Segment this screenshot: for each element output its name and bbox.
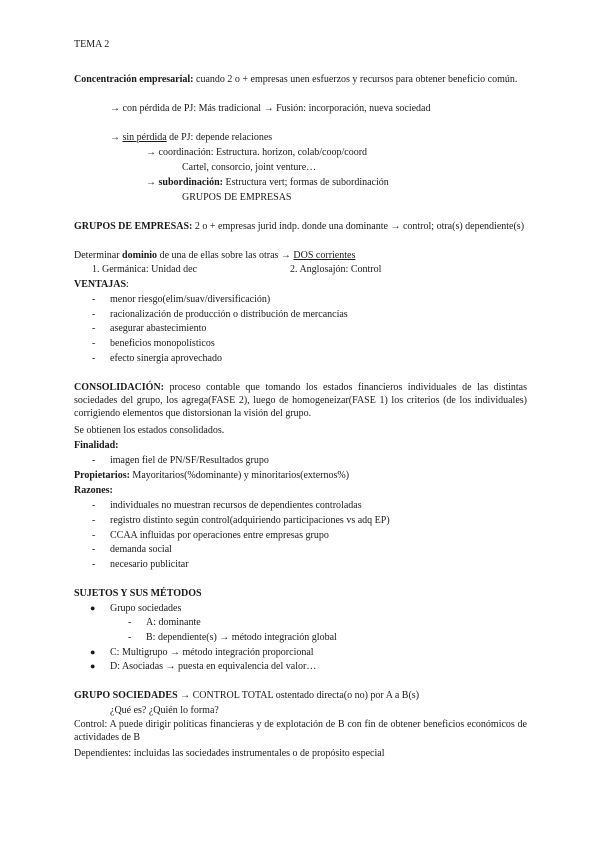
dependientes-line: Dependientes: incluidas las sociedades instrumentales o de propósito especial <box>74 748 385 759</box>
list-item: - menor riesgo(elim/suav/diversificación) <box>92 294 271 305</box>
grupo-sociedades-term: GRUPO SOCIEDADES <box>74 690 178 701</box>
propietarios-line <box>74 469 349 482</box>
sin-perdida-rest: de PJ: depende relaciones <box>166 132 273 143</box>
question-line: ¿Qué es? ¿Quién lo forma? <box>110 705 219 716</box>
concentracion-paragraph <box>74 73 527 86</box>
razon-text: necesario publicitar <box>110 559 189 570</box>
concentracion-term: Concentración empresarial: <box>74 74 194 85</box>
sin-perdida-term: sin pérdida <box>122 132 167 143</box>
ventaja-text: asegurar abastecimiento <box>110 323 207 334</box>
grupo-sociedades-rest: → CONTROL TOTAL ostentado directa(o no) por A a B(s) <box>177 690 420 701</box>
arrow-2: → <box>146 177 159 188</box>
grupo-sociedades-item: Grupo sociedades <box>110 603 182 614</box>
con-perdida-line: → con pérdida de PJ: Más tradicional → Fusión: incorporación, nueva sociedad <box>110 103 431 114</box>
subordinacion-rest: Estructura vert; formas de subordinación <box>222 177 389 188</box>
finalidad-heading <box>74 439 118 452</box>
grupo-sociedades-line <box>74 689 419 702</box>
sin-perdida-line <box>110 131 272 144</box>
razon-text: demanda social <box>110 544 172 555</box>
ventaja-text: racionalización de producción o distribución de mercancías <box>110 309 348 320</box>
finalidad-title: Finalidad: <box>74 440 119 451</box>
determinar-mid: de una de ellas sobre las otras → <box>157 250 294 261</box>
list-item: - imagen fiel de PN/SF/Resultados grupo <box>92 455 269 466</box>
coordinacion-line: → coordinación: Estructura. horizon, colab/coop/coord <box>146 147 368 158</box>
razon-text: CCAA influidas por operaciones entre empresas grupo <box>110 530 329 541</box>
propietarios-text: Mayoritarios(%dominante) y minoritarios(externos%) <box>129 470 350 481</box>
ventajas-heading <box>74 278 129 291</box>
document-title: TEMA 2 <box>74 39 110 50</box>
razon-text: individuales no muestran recursos de dependientes controladas <box>110 500 362 511</box>
bullet-icon: ● <box>90 603 96 613</box>
list-item <box>90 602 181 615</box>
list-item: - B: dependiente(s) → método integración global <box>128 632 337 643</box>
ventajas-colon: : <box>126 279 129 290</box>
list-item: - asegurar abastecimiento <box>92 323 207 334</box>
sujeto-b: B: dependiente(s) → método integración global <box>146 632 337 643</box>
corriente-anglosajona: 2. Anglosajón: Control <box>290 264 382 275</box>
list-item: - demanda social <box>92 544 172 555</box>
ventajas-title: VENTAJAS <box>74 279 127 290</box>
list-item <box>90 646 314 659</box>
grupos-definition: 2 o + empresas jurid indp. donde una dominante → control; otra(s) dependiente(s) <box>192 221 525 232</box>
list-item: - efecto sinergia aprovechado <box>92 353 222 364</box>
consolidacion-paragraph <box>74 381 527 420</box>
arrow-1: → <box>110 132 123 143</box>
sujeto-d: D: Asociadas → puesta en equivalencia del valor… <box>110 661 317 672</box>
sujeto-c: C: Multigrupo → método integración proporcional <box>110 647 314 658</box>
grupos-empresas-label: GRUPOS DE EMPRESAS <box>182 192 292 203</box>
list-item: - racionalización de producción o distribución de mercancías <box>92 309 348 320</box>
bullet-icon: ● <box>90 647 96 657</box>
grupos-term: GRUPOS DE EMPRESAS: <box>74 221 193 232</box>
finalidad-text: imagen fiel de PN/SF/Resultados grupo <box>110 455 269 466</box>
ventaja-text: efecto sinergia aprovechado <box>110 353 222 364</box>
razones-heading <box>74 484 113 497</box>
list-item: - A: dominante <box>128 617 201 628</box>
sujetos-heading <box>74 587 202 600</box>
consolidacion-definition: proceso contable que tomando los estados financieros individuales de las distintas sociedades del grupo, los agrega(FASE 2), luego de homogeneizar(FASE 1) los criterios (de los individuales) corrigiendo elementos que distorsionan la visión del grupo. <box>74 382 527 419</box>
cartel-line: Cartel, consorcio, joint venture… <box>182 162 317 173</box>
list-item: - beneficios monopolísticos <box>92 338 215 349</box>
concentracion-definition: cuando 2 o + empresas unen esfuerzos y recursos para obtener beneficio común. <box>193 74 518 85</box>
propietarios-title: Propietarios: <box>74 470 130 481</box>
corriente-germanica: 1. Germánica: Unidad dec <box>92 264 197 275</box>
sujeto-a: A: dominante <box>146 617 201 628</box>
obtienen-line: Se obtienen los estados consolidados. <box>74 425 225 436</box>
list-item: - individuales no muestran recursos de dependientes controladas <box>92 500 362 511</box>
determinar-pre: Determinar <box>74 250 123 261</box>
list-item <box>90 660 316 673</box>
consolidacion-term: CONSOLIDACIÓN: <box>74 382 165 393</box>
list-item: - CCAA influidas por operaciones entre empresas grupo <box>92 530 329 541</box>
subordinacion-term: subordinación: <box>158 177 223 188</box>
razones-title: Razones: <box>74 485 113 496</box>
dominio-term: dominio <box>122 250 158 261</box>
determinar-line <box>74 249 355 262</box>
ventaja-text: menor riesgo(elim/suav/diversificación) <box>110 294 271 305</box>
ventaja-text: beneficios monopolísticos <box>110 338 215 349</box>
list-item: - necesario publicitar <box>92 559 189 570</box>
bullet-icon: ● <box>90 661 96 671</box>
subordinacion-line <box>146 176 389 189</box>
razon-text: registro distinto según control(adquiriendo participaciones vs adq EP) <box>110 515 390 526</box>
grupos-paragraph <box>74 220 527 233</box>
sujetos-title: SUJETOS Y SUS MÉTODOS <box>74 588 202 599</box>
dos-corrientes: DOS corrientes <box>293 250 356 261</box>
control-paragraph: Control: A puede dirigir políticas financieras y de explotación de B con fin de obtener beneficios económicos de actividades de B <box>74 719 527 743</box>
list-item: - registro distinto según control(adquiriendo participaciones vs adq EP) <box>92 515 390 526</box>
